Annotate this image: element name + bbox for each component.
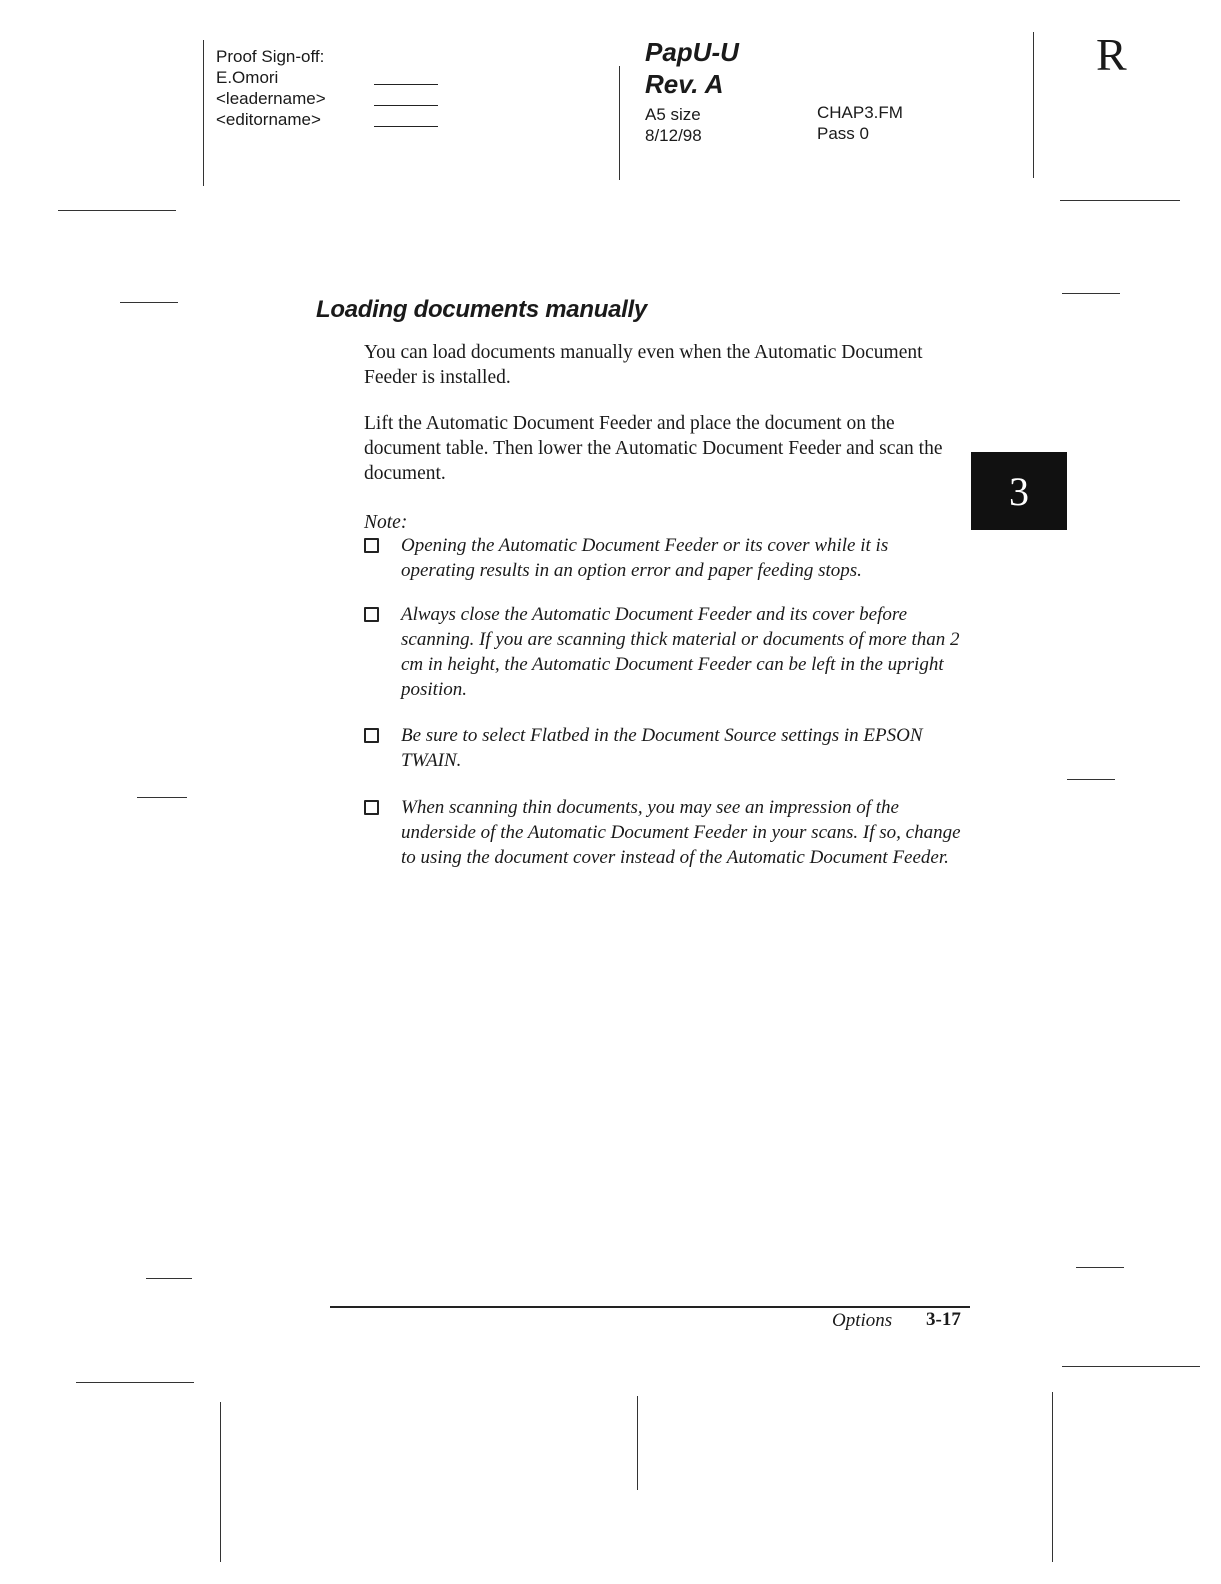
signoff-blank-line [374,126,438,127]
signoff-name: E.Omori [216,68,279,87]
signoff-row [216,67,326,88]
crop-mark [76,1382,194,1383]
paper-size: A5 size [645,105,701,124]
crop-mark [1062,293,1120,294]
signoff-title: Proof Sign-off: [216,47,325,66]
product-name: PapU-U [645,37,739,67]
note-label: Note: [364,512,408,533]
footer-rule [330,1306,970,1308]
pass-number: Pass 0 [817,124,869,143]
checkbox-bullet-icon [364,538,379,553]
note-text: Always close the Automatic Document Feeder and its cover before scanning. If you are scanning thick material or documents of more than 2 cm in height, the Automatic Document Feeder can be left in the upright position. [401,604,960,700]
crop-mark [1076,1267,1124,1268]
revision: Rev. A [645,69,724,99]
signoff-row [216,88,326,109]
file-name: CHAP3.FM [817,103,903,122]
crop-mark [1067,779,1115,780]
margin-rule [220,1402,221,1562]
body-paragraph: Lift the Automatic Document Feeder and place the document on the document table. Then lower the Automatic Document Feeder and scan the document. [364,413,943,484]
chapter-tab: 3 [971,452,1067,530]
crop-mark [1062,1366,1200,1367]
signoff-blank-line [374,84,438,85]
signoff-name: <leadername> [216,89,326,108]
note-text: Be sure to select Flatbed in the Document Source settings in EPSON TWAIN. [401,725,923,771]
size-date-block [645,104,702,146]
crop-mark [137,797,187,798]
crop-mark [58,210,176,211]
margin-rule [619,66,620,180]
note-text: Opening the Automatic Document Feeder or its cover while it is operating results in an option error and paper feeding stops. [401,535,889,581]
signoff-row [216,109,326,130]
margin-rule [203,40,204,186]
crop-mark [1060,200,1180,201]
margin-rule [637,1396,638,1490]
checkbox-bullet-icon [364,800,379,815]
section-heading: Loading documents manually [316,296,647,323]
checkbox-bullet-icon [364,607,379,622]
crop-mark [120,302,178,303]
footer-page-number: 3-17 [926,1309,961,1330]
checkbox-bullet-icon [364,728,379,743]
footer-section-name: Options [832,1310,893,1331]
corner-letter: R [1096,29,1127,80]
proof-signoff [216,46,326,130]
file-pass-block [817,102,903,144]
signoff-name: <editorname> [216,110,321,129]
body-paragraph: You can load documents manually even when the Automatic Document Feeder is installed. [364,342,923,388]
note-text: When scanning thin documents, you may see an impression of the underside of the Automatic Document Feeder in your scans. If so, change to using the document cover instead of the Automatic Document Feeder. [401,797,961,868]
margin-rule [1052,1392,1053,1562]
margin-rule [1033,32,1034,178]
product-block [645,36,739,100]
crop-mark [146,1278,192,1279]
signoff-blank-line [374,105,438,106]
proof-date: 8/12/98 [645,126,702,145]
